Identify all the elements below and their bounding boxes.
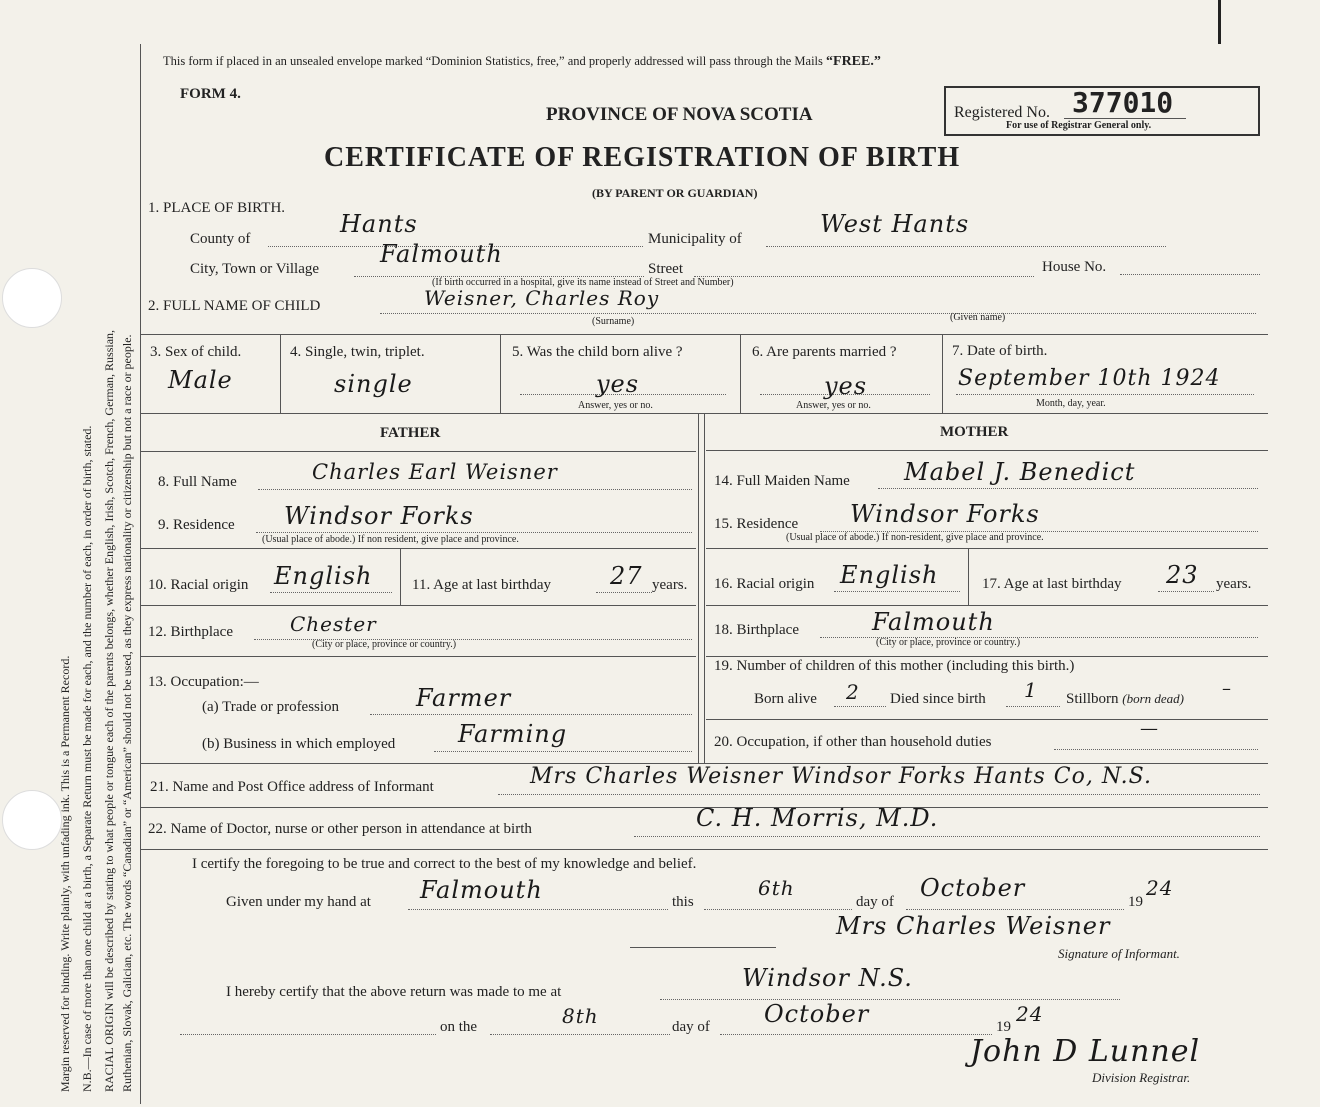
mother-occupation-line <box>1054 749 1258 750</box>
father-trade-line <box>370 714 692 715</box>
given-year-value: 24 <box>1146 876 1174 900</box>
stillborn-label <box>1066 691 1184 708</box>
doctor-line <box>634 836 1260 837</box>
street-label: Street <box>648 261 683 277</box>
margin-note-1: Margin reserved for binding. Write plainly, with unfading ink. This is a Permanent Record. <box>58 655 72 1092</box>
mother-race-value: English <box>840 561 939 589</box>
twin-label: 4. Single, twin, triplet. <box>290 344 425 360</box>
given-day-value: 6th <box>758 876 795 900</box>
hospital-note: (If birth occurred in a hospital, give its name instead of Street and Number) <box>432 277 734 288</box>
given-year-prefix: 19 <box>1128 894 1143 910</box>
alive-label: 5. Was the child born alive ? <box>512 344 683 360</box>
row-3-divider-2 <box>500 334 501 413</box>
died-since-birth-value: 1 <box>1024 678 1038 702</box>
child-name-label: 2. FULL NAME OF CHILD <box>148 298 321 314</box>
this-label: this <box>672 894 694 910</box>
informant-line <box>498 794 1260 795</box>
mother-age-line <box>1158 591 1214 592</box>
municipality-value: West Hants <box>820 210 970 238</box>
mother-birthplace-label: 18. Birthplace <box>714 622 799 638</box>
informant-sig-dash <box>630 947 776 948</box>
house-number-line <box>1120 274 1260 275</box>
mother-age-label: 17. Age at last birthday <box>982 576 1122 592</box>
registrar-certify-text: I hereby certify that the above return was made to me at <box>226 984 562 1000</box>
row-3-top <box>140 334 1268 335</box>
mother-residence-note: (Usual place of abode.) If non-resident, give place and province. <box>786 532 1044 543</box>
married-note: Answer, yes or no. <box>796 400 871 411</box>
mother-race-divider <box>968 548 969 605</box>
father-name-value: Charles Earl Weisner <box>312 460 558 484</box>
father-race-line <box>270 592 392 593</box>
row-3-divider-4 <box>942 334 943 413</box>
registered-number: 377010 <box>1072 86 1174 119</box>
margin-note-3: RACIAL ORIGIN will be described by stating to what people or tongue each of the parents belongs, whether English, Irish, Scotch, French, German, Russian, <box>102 329 116 1092</box>
date-of-birth-label: 7. Date of birth. <box>952 343 1048 359</box>
punch-hole-top <box>2 268 62 328</box>
mother-occupation-value: — <box>1140 718 1159 739</box>
given-month-line <box>906 909 1124 910</box>
registrar-place-value: Windsor N.S. <box>742 964 913 992</box>
mother-age-unit: years. <box>1216 576 1252 592</box>
given-place-value: Falmouth <box>420 876 543 904</box>
father-business-value: Farming <box>458 720 568 748</box>
stillborn-label-text: Stillborn <box>1066 691 1119 707</box>
father-race-label: 10. Racial origin <box>148 577 249 593</box>
born-alive-label: Born alive <box>754 691 817 707</box>
father-residence-label: 9. Residence <box>158 517 235 533</box>
father-business-label: (b) Business in which employed <box>202 736 396 752</box>
child-name-value: Weisner, Charles Roy <box>424 286 660 310</box>
place-of-birth-label: 1. PLACE OF BIRTH. <box>148 200 286 216</box>
informant-signature-label: Signature of Informant. <box>1058 946 1180 961</box>
parents-rule-5b <box>706 719 1268 720</box>
given-month-value: October <box>920 874 1026 902</box>
reg-day-value: 8th <box>562 1004 599 1028</box>
father-birthplace-note: (City or place, province or country.) <box>312 639 457 650</box>
certificate-title: CERTIFICATE OF REGISTRATION OF BIRTH <box>324 142 961 173</box>
right-edge <box>1218 0 1221 44</box>
mother-birthplace-note: (City or place, province or country.) <box>876 637 1021 648</box>
informant-label: 21. Name and Post Office address of Informant <box>150 779 434 795</box>
father-residence-note: (Usual place of abode.) If non resident, give place and province. <box>262 534 519 545</box>
date-of-birth-line <box>956 394 1254 395</box>
city-label: City, Town or Village <box>190 261 320 277</box>
city-value: Falmouth <box>380 240 503 268</box>
mother-residence-value: Windsor Forks <box>850 500 1040 528</box>
stillborn-value: – <box>1222 678 1232 699</box>
married-label: 6. Are parents married ? <box>752 344 897 360</box>
reg-day-line <box>490 1034 670 1035</box>
parents-divider-a <box>698 413 699 763</box>
reg-month-value: October <box>764 1000 870 1028</box>
mail-notice-text: This form if placed in an unsealed envelope marked “Dominion Statistics, free,” and properly addressed will pass through the Mails <box>163 54 827 68</box>
parents-rule-2 <box>140 548 696 549</box>
date-of-birth-value: September 10th 1924 <box>958 366 1221 391</box>
father-age-label: 11. Age at last birthday <box>412 577 551 593</box>
mother-name-line <box>878 488 1258 489</box>
alive-note: Answer, yes or no. <box>578 400 653 411</box>
left-border <box>140 44 141 1104</box>
father-birthplace-value: Chester <box>290 612 377 636</box>
certify-text: I certify the foregoing to be true and correct to the best of my knowledge and belief. <box>192 856 697 872</box>
day-of-label: day of <box>856 894 894 910</box>
mail-notice <box>163 54 881 70</box>
born-alive-line <box>834 706 886 707</box>
stillborn-note: (born dead) <box>1122 691 1185 706</box>
mother-name-value: Mabel J. Benedict <box>904 458 1136 486</box>
mother-occupation-label: 20. Occupation, if other than household duties <box>714 734 992 750</box>
street-line <box>694 276 1034 277</box>
parents-rule-3b <box>706 605 1268 606</box>
registrar-note: For use of Registrar General only. <box>1006 120 1152 131</box>
parents-rule-4b <box>706 656 1268 657</box>
punch-hole-bottom <box>2 790 62 850</box>
sex-value: Male <box>168 366 233 394</box>
registered-label: Registered No. <box>954 104 1050 121</box>
parents-rule-3 <box>140 605 696 606</box>
mother-children-label: 19. Number of children of this mother (including this birth.) <box>714 658 1075 674</box>
county-value: Hants <box>340 210 418 238</box>
doctor-rule <box>140 849 1268 850</box>
father-business-line <box>434 751 692 752</box>
married-value: yes <box>824 372 868 400</box>
surname-note: (Surname) <box>592 316 635 327</box>
registrar-place-line <box>660 999 1120 1000</box>
child-name-line <box>380 313 1256 314</box>
certificate-subtitle: (BY PARENT OR GUARDIAN) <box>592 186 758 200</box>
doctor-label: 22. Name of Doctor, nurse or other person in attendance at birth <box>148 821 532 837</box>
registered-underline <box>1064 118 1186 119</box>
father-name-label: 8. Full Name <box>158 474 237 490</box>
reg-day-of-label: day of <box>672 1019 710 1035</box>
informant-value: Mrs Charles Weisner Windsor Forks Hants Co, N.S. <box>530 764 1152 789</box>
form-number: FORM 4. <box>180 86 241 102</box>
doctor-value: C. H. Morris, M.D. <box>696 804 939 832</box>
reg-year-prefix: 19 <box>996 1019 1011 1035</box>
mother-heading: MOTHER <box>940 424 1009 440</box>
mother-age-value: 23 <box>1166 561 1199 589</box>
municipality-label: Municipality of <box>648 231 742 247</box>
father-age-line <box>596 592 652 593</box>
mother-race-line <box>834 591 960 592</box>
mother-race-label: 16. Racial origin <box>714 576 815 592</box>
province-heading: PROVINCE OF NOVA SCOTIA <box>546 104 813 125</box>
parents-rule-1 <box>140 451 696 452</box>
informant-signature: Mrs Charles Weisner <box>836 912 1111 940</box>
died-since-birth-line <box>1006 706 1060 707</box>
parents-rule-1b <box>706 450 1268 451</box>
father-birthplace-label: 12. Birthplace <box>148 624 233 640</box>
date-of-birth-note: Month, day, year. <box>1036 398 1106 409</box>
given-day-line <box>704 909 852 910</box>
on-the-lead-line <box>180 1034 436 1035</box>
father-name-line <box>258 489 692 490</box>
given-name-note: (Given name) <box>950 312 1006 323</box>
father-race-value: English <box>274 562 373 590</box>
parents-rule-4 <box>140 656 696 657</box>
on-the-label: on the <box>440 1019 478 1035</box>
father-occupation-label: 13. Occupation:— <box>148 674 259 690</box>
parents-divider-b <box>704 413 705 763</box>
margin-note-4: Ruthenian, Slovak, Galician, etc. The words “Canadian” or “American” should not be used, as they express nationality or citizenship but not a race or people. <box>120 334 134 1092</box>
sex-label: 3. Sex of child. <box>150 344 242 360</box>
row-3-divider-1 <box>280 334 281 413</box>
registrar-signature: John D Lunnel <box>970 1034 1201 1069</box>
mother-residence-label: 15. Residence <box>714 516 799 532</box>
house-number-label: House No. <box>1042 259 1107 275</box>
father-age-unit: years. <box>652 577 688 593</box>
father-age-value: 27 <box>610 562 643 590</box>
twin-value: single <box>334 370 413 398</box>
county-label: County of <box>190 231 251 247</box>
born-alive-value: 2 <box>846 680 860 704</box>
given-place-line <box>408 909 668 910</box>
father-trade-value: Farmer <box>416 684 512 712</box>
municipality-line <box>766 246 1166 247</box>
mother-birthplace-value: Falmouth <box>872 608 995 636</box>
reg-month-line <box>720 1034 992 1035</box>
mother-name-label: 14. Full Maiden Name <box>714 473 850 489</box>
father-residence-value: Windsor Forks <box>284 502 474 530</box>
father-residence-line <box>256 532 692 533</box>
reg-year-value: 24 <box>1016 1002 1044 1026</box>
father-heading: FATHER <box>380 425 441 441</box>
mail-notice-free: “FREE.” <box>826 54 881 69</box>
registrar-signature-label: Division Registrar. <box>1092 1070 1191 1085</box>
died-since-birth-label: Died since birth <box>890 691 986 707</box>
row-3-divider-3 <box>740 334 741 413</box>
alive-value: yes <box>596 370 640 398</box>
parents-rule-2b <box>706 548 1268 549</box>
father-race-divider <box>400 548 401 605</box>
father-trade-label: (a) Trade or profession <box>202 699 340 715</box>
given-under-hand-label: Given under my hand at <box>226 894 371 910</box>
margin-note-2: N.B.—In case of more than one child at a birth, a Separate Return must be made for each, and the number of each, in order of birth, stated. <box>80 425 94 1092</box>
